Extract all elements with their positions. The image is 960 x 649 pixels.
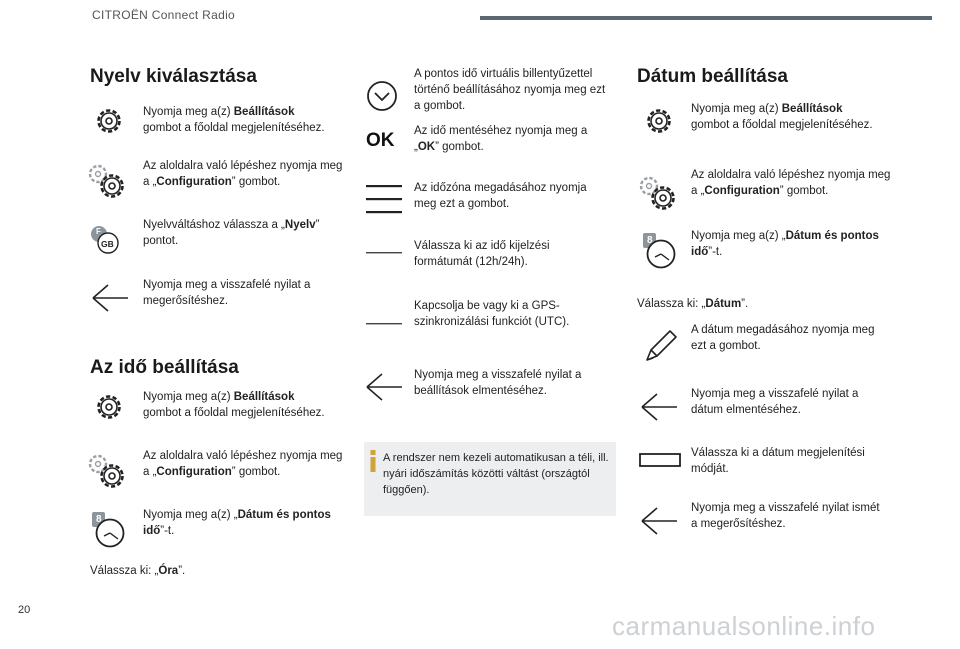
back-arrow-icon bbox=[639, 392, 679, 422]
select-date-text: Válassza ki: „Dátum”. bbox=[637, 298, 749, 310]
header-title: CITROËN Connect Radio bbox=[92, 8, 236, 22]
chevron-down-icon bbox=[366, 80, 398, 112]
select-hour-text: Válassza ki: „Óra”. bbox=[90, 565, 186, 577]
time-format-text: Válassza ki az idő kijelzési formátumát (12h/24h). bbox=[414, 240, 550, 268]
ok-icon: OK bbox=[366, 130, 395, 151]
step-settings-text: Nyomja meg a(z) Beállítások gombot a főoldal megjelenítéséhez. bbox=[143, 391, 325, 419]
step-datetime-text: Nyomja meg a(z) „Dátum és pontos idő”-t. bbox=[691, 230, 879, 258]
language-icon-label-bottom: GB bbox=[101, 239, 114, 249]
gear-icon bbox=[644, 106, 674, 136]
language-icon-label-top: F bbox=[96, 227, 101, 236]
step-language-text: Nyelvváltáshoz válassza a „Nyelv” pontot. bbox=[143, 219, 320, 247]
configuration-gears-icon bbox=[637, 174, 679, 214]
section-title-language: Nyelv kiválasztása bbox=[90, 66, 257, 87]
gear-icon bbox=[94, 392, 124, 422]
gps-sync-text: Kapcsolja be vagy ki a GPS-szinkronizálási funkciót (UTC). bbox=[414, 300, 570, 328]
save-settings-text: Nyomja meg a visszafelé nyilat a beállítások elmentéséhez. bbox=[414, 369, 582, 397]
toggle-format-icon bbox=[366, 251, 402, 255]
configuration-gears-icon bbox=[86, 162, 128, 202]
info-box bbox=[364, 442, 616, 516]
step-settings-text: Nyomja meg a(z) Beállítások gombot a főoldal megjelenítéséhez. bbox=[691, 103, 873, 131]
configuration-gears-icon bbox=[86, 452, 128, 492]
enter-date-text: A dátum megadásához nyomja meg ezt a gombot. bbox=[691, 324, 875, 352]
pencil-icon bbox=[643, 328, 679, 364]
step-configuration-text: Az aloldalra való lépéshez nyomja meg a „Configuration” gombot. bbox=[143, 450, 343, 478]
step-datetime-text: Nyomja meg a(z) „Dátum és pontos idő”-t. bbox=[143, 509, 331, 537]
gear-icon bbox=[94, 106, 124, 136]
step-settings-text: Nyomja meg a(z) Beállítások gombot a főoldal megjelenítéséhez. bbox=[143, 106, 325, 134]
back-arrow-icon bbox=[639, 506, 679, 536]
step-configuration-text: Az aloldalra való lépéshez nyomja meg a „Configuration” gombot. bbox=[143, 160, 343, 188]
page-number: 20 bbox=[18, 604, 31, 616]
step-back-text: Nyomja meg a visszafelé nyilat a megerősítéshez. bbox=[143, 279, 311, 307]
date-format-icon bbox=[639, 453, 681, 467]
back-arrow-icon bbox=[90, 283, 130, 313]
save-date-text: Nyomja meg a visszafelé nyilat a dátum elmentéséhez. bbox=[691, 388, 859, 416]
virtual-keyboard-text: A pontos idő virtuális billentyűzettel történő beállításához nyomja meg ezt a gombot. bbox=[414, 68, 606, 112]
timezone-text: Az időzóna megadásához nyomja meg ezt a gombot. bbox=[414, 182, 587, 210]
save-time-text: Az idő mentéséhez nyomja meg a „OK” gombot. bbox=[414, 125, 588, 153]
header-bar bbox=[480, 16, 932, 20]
step-configuration-text: Az aloldalra való lépéshez nyomja meg a „Configuration” gombot. bbox=[691, 169, 891, 197]
clock-badge-label: 8 bbox=[647, 235, 653, 246]
info-icon bbox=[370, 450, 376, 472]
clock-badge-label: 8 bbox=[96, 514, 102, 525]
section-title-time: Az idő beállítása bbox=[90, 357, 239, 378]
confirm-again-text: Nyomja meg a visszafelé nyilat ismét a megerősítéshez. bbox=[691, 502, 880, 530]
watermark: carmanualsonline.info bbox=[612, 611, 876, 641]
date-format-text: Válassza ki a dátum megjelenítési módját. bbox=[691, 447, 865, 475]
section-title-date: Dátum beállítása bbox=[637, 66, 788, 87]
toggle-gps-sync-icon bbox=[366, 322, 402, 326]
back-arrow-icon bbox=[364, 372, 404, 402]
info-text: A rendszer nem kezeli automatikusan a téli, ill. nyári időszámítás közötti váltást (országtól függően). bbox=[383, 452, 609, 496]
menu-icon bbox=[366, 183, 402, 215]
